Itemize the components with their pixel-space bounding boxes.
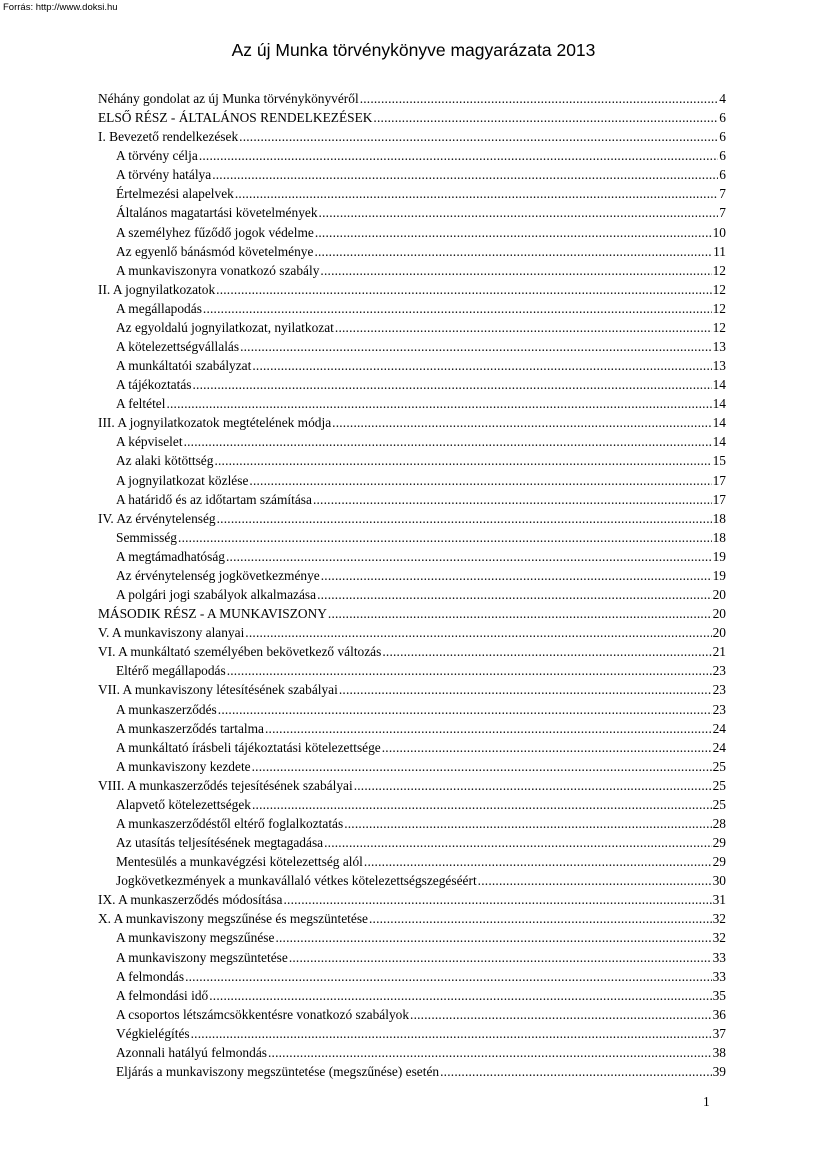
toc-entry[interactable] <box>98 165 726 184</box>
toc-entry-page: 14 <box>712 396 726 412</box>
toc-entry[interactable] <box>98 776 726 795</box>
toc-entry-label: A munkáltatói szabályzat <box>116 358 252 374</box>
toc-entry-page: 12 <box>712 319 726 335</box>
toc-entry-page: 20 <box>712 587 726 603</box>
toc-entry-label: A határidő és az időtartam számítása <box>116 491 312 507</box>
toc-entry-label: VIII. A munkaszerződés tejesítésének szabályai <box>98 777 353 793</box>
toc-entry-page: 15 <box>712 453 726 469</box>
toc-entry-label: X. A munkaviszony megszűnése és megszüntetése <box>98 911 368 927</box>
toc-entry-label: A csoportos létszámcsökkentésre vonatkozó szabályok <box>116 1006 410 1022</box>
toc-entry-label: Néhány gondolat az új Munka törvénykönyvéről <box>98 91 359 106</box>
toc-dot-leader <box>354 776 712 795</box>
toc-entry-page: 33 <box>712 968 726 984</box>
toc-entry-label: Semmisség <box>116 529 178 545</box>
toc-dot-leader <box>319 203 719 222</box>
toc-entry-page: 11 <box>713 243 726 259</box>
toc-entry[interactable] <box>98 871 726 890</box>
toc-entry-page: 29 <box>712 835 726 851</box>
toc-entry[interactable] <box>98 127 726 146</box>
toc-entry-page: 20 <box>712 606 726 622</box>
toc-entry[interactable] <box>98 661 726 680</box>
toc-entry-page: 30 <box>712 873 726 889</box>
toc-dot-leader <box>339 680 712 699</box>
toc-dot-leader <box>344 814 711 833</box>
toc-entry-label: A törvény célja <box>116 148 198 164</box>
toc-entry[interactable] <box>98 967 726 986</box>
toc-entry-label: A megállapodás <box>116 300 202 316</box>
toc-dot-leader <box>265 719 712 738</box>
toc-entry[interactable] <box>98 242 726 261</box>
toc-entry-page: 29 <box>712 854 726 870</box>
toc-dot-leader <box>218 700 712 719</box>
toc-entry-page: 36 <box>712 1006 726 1022</box>
toc-entry[interactable] <box>98 680 726 699</box>
toc-entry[interactable] <box>98 700 726 719</box>
toc-entry-page: 12 <box>712 281 726 297</box>
toc-entry-page: 24 <box>712 739 726 755</box>
toc-entry-page: 19 <box>712 567 726 583</box>
toc-entry-page: 13 <box>712 358 726 374</box>
toc-dot-leader <box>440 1062 711 1081</box>
toc-entry-label: ELSŐ RÉSZ - ÁLTALÁNOS RENDELKEZÉSEK <box>98 110 373 126</box>
toc-dot-leader <box>289 948 712 967</box>
toc-entry-label: A munkáltató írásbeli tájékoztatási kötelezettsége <box>116 739 381 755</box>
toc-entry[interactable] <box>98 375 726 394</box>
toc-entry-label: Az egyoldalú jognyilatkozat, nyilatkozat <box>116 319 334 335</box>
toc-entry[interactable] <box>98 757 726 776</box>
toc-entry-page: 32 <box>712 930 726 946</box>
toc-entry[interactable] <box>98 909 726 928</box>
toc-entry[interactable] <box>98 356 726 375</box>
toc-entry-page: 25 <box>712 777 726 793</box>
toc-entry[interactable] <box>98 814 726 833</box>
toc-entry[interactable] <box>98 261 726 280</box>
toc-dot-leader <box>315 223 712 242</box>
toc-dot-leader <box>166 394 711 413</box>
toc-entry-page: 10 <box>712 224 726 240</box>
toc-entry-page: 24 <box>712 720 726 736</box>
toc-dot-leader <box>314 242 712 261</box>
toc-entry-page: 35 <box>712 987 726 1003</box>
toc-entry[interactable] <box>98 337 726 356</box>
toc-dot-leader <box>184 432 712 451</box>
toc-entry[interactable] <box>98 203 726 222</box>
toc-entry-label: Általános magatartási követelmények <box>116 205 318 221</box>
toc-entry[interactable] <box>98 1005 726 1024</box>
toc-dot-leader <box>178 528 712 547</box>
toc-entry-page: 37 <box>712 1025 726 1041</box>
toc-dot-leader <box>478 871 712 890</box>
toc-entry-page: 6 <box>719 167 726 183</box>
toc-entry[interactable] <box>98 928 726 947</box>
toc-entry[interactable] <box>98 642 726 661</box>
toc-entry-page: 12 <box>712 300 726 316</box>
toc-entry[interactable] <box>98 719 726 738</box>
toc-entry[interactable] <box>98 986 726 1005</box>
toc-entry[interactable] <box>98 184 726 203</box>
toc-entry-label: A munkaviszony kezdete <box>116 758 251 774</box>
toc-dot-leader <box>217 509 712 528</box>
toc-dot-leader <box>252 757 712 776</box>
toc-entry[interactable] <box>98 146 726 165</box>
toc-entry[interactable] <box>98 547 726 566</box>
toc-dot-leader <box>320 261 711 280</box>
toc-entry[interactable] <box>98 223 726 242</box>
toc-entry-label: Végkielégítés <box>116 1025 190 1041</box>
toc-entry[interactable] <box>98 490 726 509</box>
toc-entry-page: 7 <box>719 205 726 221</box>
toc-entry-page: 14 <box>712 434 726 450</box>
toc-dot-leader <box>227 661 712 680</box>
toc-entry[interactable] <box>98 852 726 871</box>
toc-entry-page: 31 <box>712 892 726 908</box>
toc-entry-label: II. A jognyilatkozatok <box>98 281 216 297</box>
toc-entry-page: 18 <box>712 529 726 545</box>
toc-entry[interactable] <box>98 280 726 299</box>
toc-entry-label: A munkaszerződés <box>116 701 217 717</box>
toc-entry-page: 32 <box>712 911 726 927</box>
toc-entry[interactable] <box>98 738 726 757</box>
toc-dot-leader <box>369 909 712 928</box>
toc-entry-page: 6 <box>719 129 726 145</box>
toc-entry[interactable] <box>98 890 726 909</box>
toc-entry[interactable] <box>98 1043 726 1062</box>
toc-dot-leader <box>382 738 712 757</box>
toc-entry-label: A kötelezettségvállalás <box>116 339 240 355</box>
toc-entry-page: 14 <box>712 415 726 431</box>
toc-entry-label: A tájékoztatás <box>116 377 192 393</box>
toc-entry-label: Mentesülés a munkavégzési kötelezettség alól <box>116 854 363 870</box>
toc-entry[interactable] <box>98 623 726 642</box>
toc-entry[interactable] <box>98 394 726 413</box>
toc-entry-label: VI. A munkáltató személyében bekövetkező változás <box>98 644 382 660</box>
toc-dot-leader <box>214 451 711 470</box>
toc-dot-leader <box>209 986 711 1005</box>
toc-entry-label: Azonnali hatályú felmondás <box>116 1044 267 1060</box>
toc-entry-page: 7 <box>719 186 726 202</box>
toc-entry-label: VII. A munkaviszony létesítésének szabályai <box>98 682 338 698</box>
toc-dot-leader <box>191 1024 712 1043</box>
toc-entry[interactable] <box>98 299 726 318</box>
toc-dot-leader <box>317 585 712 604</box>
toc-entry-label: I. Bevezető rendelkezések <box>98 129 239 145</box>
toc-entry-label: Az alaki kötöttség <box>116 453 214 469</box>
toc-entry[interactable] <box>98 471 726 490</box>
toc-dot-leader <box>185 967 712 986</box>
toc-entry-label: A feltétel <box>116 396 166 412</box>
toc-entry-label: A munkaviszony megszűnése <box>116 930 275 946</box>
toc-dot-leader <box>199 146 718 165</box>
toc-dot-leader <box>382 642 711 661</box>
toc-entry-page: 19 <box>712 548 726 564</box>
toc-entry-label: MÁSODIK RÉSZ - A MUNKAVISZONY <box>98 606 327 622</box>
toc-entry-page: 33 <box>712 949 726 965</box>
toc-entry-label: Alapvető kötelezettségek <box>116 796 251 812</box>
toc-entry-label: A törvény hatálya <box>116 167 212 183</box>
toc-entry-label: A munkaszerződéstől eltérő foglalkoztatás <box>116 815 344 831</box>
toc-entry-label: IX. A munkaszerződés módosítása <box>98 892 283 908</box>
toc-dot-leader <box>324 833 712 852</box>
toc-entry-label: Eltérő megállapodás <box>116 663 226 679</box>
toc-dot-leader <box>410 1005 712 1024</box>
toc-dot-leader <box>313 490 712 509</box>
toc-entry-label: III. A jognyilatkozatok megtételének módja <box>98 415 332 431</box>
toc-dot-leader <box>192 375 711 394</box>
toc-entry-label: Jogkövetkezmények a munkavállaló vétkes kötelezettségszegéséért <box>116 873 477 889</box>
toc-entry-page: 18 <box>712 510 726 526</box>
toc-entry-page: 17 <box>712 491 726 507</box>
toc-dot-leader <box>240 337 712 356</box>
toc-dot-leader <box>239 127 718 146</box>
toc-entry-label: A képviselet <box>116 434 183 450</box>
toc-entry-label: Az utasítás teljesítésének megtagadása <box>116 835 324 851</box>
toc-entry-page: 6 <box>719 148 726 164</box>
page-number: 1 <box>703 1094 710 1109</box>
toc-entry[interactable] <box>98 413 726 432</box>
toc-entry-page: 23 <box>712 701 726 717</box>
toc-dot-leader <box>332 413 711 432</box>
toc-entry-page: 20 <box>712 625 726 641</box>
toc-dot-leader <box>328 604 712 623</box>
toc-dot-leader <box>212 165 718 184</box>
toc-dot-leader <box>216 280 711 299</box>
toc-entry[interactable] <box>98 795 726 814</box>
toc-entry-page: 39 <box>712 1063 726 1079</box>
toc-dot-leader <box>226 547 712 566</box>
document-title: Az új Munka törvénykönyve magyarázata 2013 <box>231 40 596 60</box>
toc-entry-page: 25 <box>712 758 726 774</box>
toc-entry[interactable] <box>98 509 726 528</box>
toc-entry-label: Eljárás a munkaviszony megszüntetése (megszűnése) esetén <box>116 1063 440 1079</box>
toc-entry[interactable] <box>98 566 726 585</box>
table-of-contents <box>98 89 726 1081</box>
toc-entry[interactable] <box>98 1024 726 1043</box>
toc-entry-label: A polgári jogi szabályok alkalmazása <box>116 587 317 603</box>
toc-entry-label: Az érvénytelenség jogkövetkezménye <box>116 567 320 583</box>
toc-entry[interactable] <box>98 528 726 547</box>
toc-entry-label: A munkaszerződés tartalma <box>116 720 264 736</box>
toc-entry-page: 23 <box>712 663 726 679</box>
toc-entry-page: 23 <box>712 682 726 698</box>
toc-entry-label: Az egyenlő bánásmód követelménye <box>116 243 314 259</box>
toc-entry[interactable] <box>98 585 726 604</box>
toc-entry-label: A munkaviszony megszüntetése <box>116 949 288 965</box>
toc-dot-leader <box>268 1043 712 1062</box>
toc-entry-label: A felmondás <box>116 968 185 984</box>
toc-dot-leader <box>321 566 712 585</box>
toc-entry[interactable] <box>98 451 726 470</box>
toc-dot-leader <box>283 890 711 909</box>
toc-dot-leader <box>245 623 711 642</box>
toc-dot-leader <box>373 108 718 127</box>
toc-entry-page: 17 <box>712 472 726 488</box>
toc-dot-leader <box>252 356 711 375</box>
toc-entry-page: 21 <box>712 644 726 660</box>
toc-entry-page: 12 <box>712 262 726 278</box>
toc-entry-page: 13 <box>712 339 726 355</box>
toc-entry[interactable] <box>98 432 726 451</box>
toc-entry[interactable] <box>98 948 726 967</box>
toc-entry[interactable] <box>98 604 726 623</box>
toc-entry-label: V. A munkaviszony alanyai <box>98 625 245 641</box>
toc-entry-label: A személyhez fűződő jogok védelme <box>116 224 314 240</box>
toc-entry-label: A munkaviszonyra vonatkozó szabály <box>116 262 320 278</box>
toc-entry-label: IV. Az érvénytelenség <box>98 510 216 526</box>
toc-entry[interactable] <box>98 89 726 108</box>
toc-entry-label: Értelmezési alapelvek <box>116 186 234 202</box>
toc-dot-leader <box>275 928 711 947</box>
toc-dot-leader <box>249 471 711 490</box>
toc-dot-leader <box>235 184 718 203</box>
toc-entry-label: A megtámadhatóság <box>116 548 225 564</box>
toc-entry-page: 14 <box>712 377 726 393</box>
toc-entry-page: 28 <box>712 815 726 831</box>
toc-dot-leader <box>203 299 712 318</box>
toc-entry-page: 4 <box>719 91 726 106</box>
toc-entry-label: A jognyilatkozat közlése <box>116 472 249 488</box>
toc-entry-page: 6 <box>719 110 726 126</box>
source-url: Forrás: http://www.doksi.hu <box>3 2 118 13</box>
toc-entry-page: 38 <box>712 1044 726 1060</box>
toc-entry[interactable] <box>98 1062 726 1081</box>
toc-entry-page: 25 <box>712 796 726 812</box>
toc-dot-leader <box>360 89 719 108</box>
toc-dot-leader <box>335 318 712 337</box>
toc-entry[interactable] <box>98 318 726 337</box>
toc-entry[interactable] <box>98 108 726 127</box>
toc-entry-label: A felmondási idő <box>116 987 209 1003</box>
toc-dot-leader <box>252 795 712 814</box>
toc-dot-leader <box>364 852 712 871</box>
toc-entry[interactable] <box>98 833 726 852</box>
